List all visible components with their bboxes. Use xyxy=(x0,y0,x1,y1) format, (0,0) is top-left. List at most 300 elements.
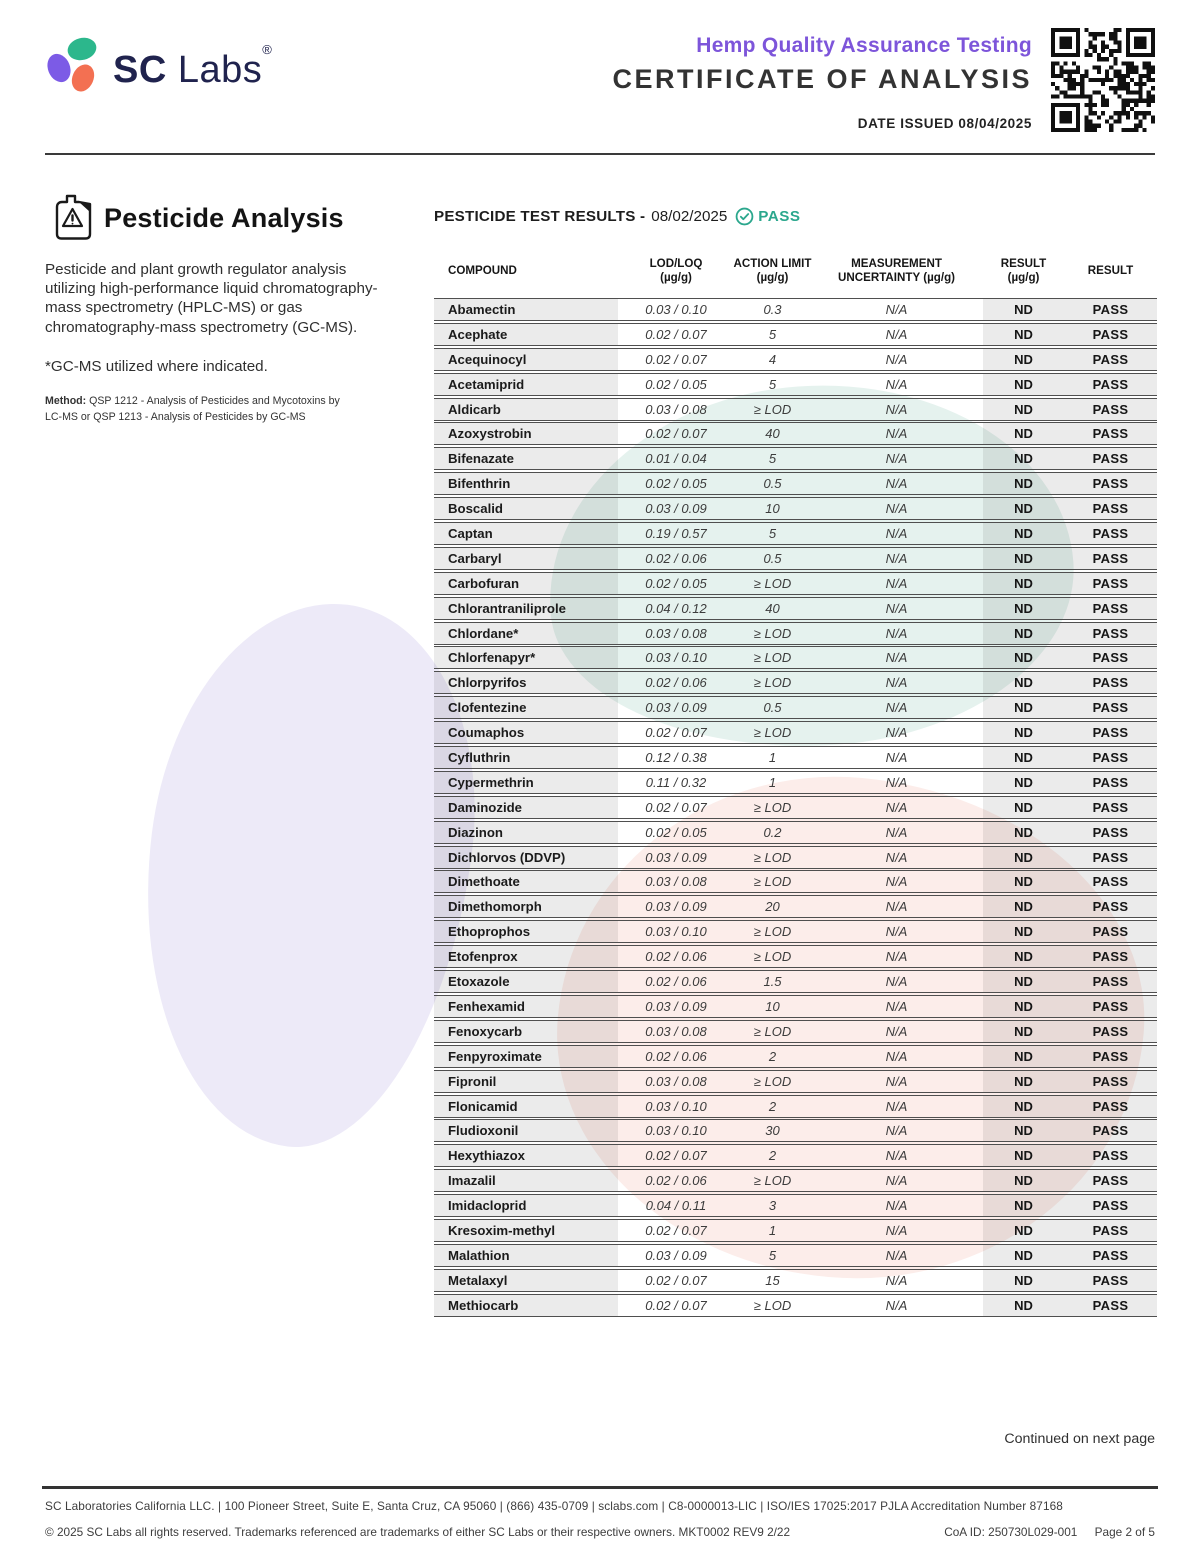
lod-loq-value: 0.03 / 0.08 xyxy=(645,625,707,641)
lod-loq-value: 0.02 / 0.07 xyxy=(645,799,707,815)
lod-loq-value: 0.03 / 0.10 xyxy=(645,924,707,940)
row-status: PASS xyxy=(1064,299,1157,320)
lod-loq-value: 0.02 / 0.06 xyxy=(645,1048,707,1064)
result-value: ND xyxy=(983,1170,1064,1191)
table-row xyxy=(434,945,1157,968)
measurement-uncertainty-value: N/A xyxy=(885,1222,908,1238)
action-limit-value: 0.2 xyxy=(763,824,782,840)
action-limit-value: ≥ LOD xyxy=(753,650,792,666)
qr-code xyxy=(1051,28,1155,132)
action-limit-value: ≥ LOD xyxy=(753,1297,792,1313)
compound-name: Boscalid xyxy=(434,498,618,519)
action-limit-value: 2 xyxy=(768,1098,777,1114)
row-status: PASS xyxy=(1064,946,1157,967)
column-header: RESULT (µg/g) xyxy=(1000,257,1047,284)
row-status: PASS xyxy=(1064,797,1157,818)
overall-status-badge: PASS xyxy=(758,207,801,225)
date-issued: DATE ISSUED 08/04/2025 xyxy=(857,116,1032,131)
result-value: ND xyxy=(983,324,1064,345)
action-limit-value: 5 xyxy=(768,526,777,542)
row-status: PASS xyxy=(1064,523,1157,544)
row-status: PASS xyxy=(1064,399,1157,420)
continued-note: Continued on next page xyxy=(1004,1431,1155,1447)
result-value: ND xyxy=(983,1021,1064,1042)
row-status: PASS xyxy=(1064,772,1157,793)
result-value: ND xyxy=(983,921,1064,942)
lod-loq-value: 0.11 / 0.32 xyxy=(645,774,707,790)
table-row xyxy=(434,1294,1157,1317)
lod-loq-value: 0.04 / 0.12 xyxy=(645,600,707,616)
document-title: CERTIFICATE OF ANALYSIS xyxy=(612,64,1032,94)
action-limit-value: 5 xyxy=(768,1247,777,1263)
table-row xyxy=(434,1045,1157,1068)
table-row xyxy=(434,522,1157,545)
result-value: ND xyxy=(983,1245,1064,1266)
row-status: PASS xyxy=(1064,921,1157,942)
compound-name: Fipronil xyxy=(434,1071,618,1092)
compound-name: Fenhexamid xyxy=(434,996,618,1017)
lod-loq-value: 0.02 / 0.07 xyxy=(645,326,707,342)
table-row xyxy=(434,995,1157,1018)
row-status: PASS xyxy=(1064,1270,1157,1291)
measurement-uncertainty-value: N/A xyxy=(885,824,908,840)
measurement-uncertainty-value: N/A xyxy=(885,650,908,666)
measurement-uncertainty-value: N/A xyxy=(885,476,908,492)
measurement-uncertainty-value: N/A xyxy=(885,351,908,367)
measurement-uncertainty-value: N/A xyxy=(885,426,908,442)
compound-name: Aldicarb xyxy=(434,399,618,420)
result-value: ND xyxy=(983,299,1064,320)
row-status: PASS xyxy=(1064,548,1157,569)
result-value: ND xyxy=(983,672,1064,693)
measurement-uncertainty-value: N/A xyxy=(885,1073,908,1089)
lod-loq-value: 0.03 / 0.10 xyxy=(645,302,707,317)
action-limit-value: ≥ LOD xyxy=(753,1073,792,1089)
result-value: ND xyxy=(983,697,1064,718)
measurement-uncertainty-value: N/A xyxy=(885,1173,908,1189)
table-row xyxy=(434,422,1157,445)
measurement-uncertainty-value: N/A xyxy=(885,401,908,417)
measurement-uncertainty-value: N/A xyxy=(885,1272,908,1288)
action-limit-value: ≥ LOD xyxy=(753,675,792,691)
result-value: ND xyxy=(983,847,1064,868)
lod-loq-value: 0.02 / 0.05 xyxy=(645,376,707,392)
compound-name: Etoxazole xyxy=(434,971,618,992)
row-status: PASS xyxy=(1064,822,1157,843)
action-limit-value: 2 xyxy=(768,1048,777,1064)
result-value: ND xyxy=(983,423,1064,444)
action-limit-value: 40 xyxy=(765,426,780,442)
compound-name: Acetamiprid xyxy=(434,374,618,395)
action-limit-value: 0.5 xyxy=(763,700,782,716)
table-row xyxy=(434,1095,1157,1118)
compound-name: Daminozide xyxy=(434,797,618,818)
lod-loq-value: 0.02 / 0.05 xyxy=(645,476,707,492)
table-row xyxy=(434,870,1157,893)
table-row xyxy=(434,348,1157,371)
table-row xyxy=(434,970,1157,993)
table-row xyxy=(434,895,1157,918)
compound-name: Fenoxycarb xyxy=(434,1021,618,1042)
row-status: PASS xyxy=(1064,1096,1157,1117)
lod-loq-value: 0.03 / 0.09 xyxy=(645,700,707,716)
table-row xyxy=(434,622,1157,645)
measurement-uncertainty-value: N/A xyxy=(885,1048,908,1064)
action-limit-value: 5 xyxy=(768,326,777,342)
compound-name: Flonicamid xyxy=(434,1096,618,1117)
table-row xyxy=(434,1144,1157,1167)
results-date: 08/02/2025 xyxy=(651,207,728,225)
result-value: ND xyxy=(983,996,1064,1017)
row-status: PASS xyxy=(1064,697,1157,718)
table-column-headers xyxy=(434,248,1157,294)
action-limit-value: 0.3 xyxy=(763,302,782,317)
page-number: Page 2 of 5 xyxy=(1094,1525,1155,1539)
action-limit-value: 1 xyxy=(768,750,777,766)
lod-loq-value: 0.02 / 0.06 xyxy=(645,974,707,990)
results-title: PESTICIDE TEST RESULTS - xyxy=(434,207,646,225)
compound-name: Acephate xyxy=(434,324,618,345)
lod-loq-value: 0.02 / 0.07 xyxy=(645,725,707,741)
method-note xyxy=(45,393,345,425)
result-value: ND xyxy=(983,896,1064,917)
result-value: ND xyxy=(983,772,1064,793)
compound-name: Carbofuran xyxy=(434,573,618,594)
column-header: MEASUREMENT UNCERTAINTY (µg/g) xyxy=(837,257,956,284)
table-row xyxy=(434,796,1157,819)
compound-name: Methiocarb xyxy=(434,1295,618,1316)
action-limit-value: 30 xyxy=(765,1123,780,1139)
action-limit-value: ≥ LOD xyxy=(753,799,792,815)
column-header: LOD/LOQ (µg/g) xyxy=(649,257,703,284)
lod-loq-value: 0.03 / 0.10 xyxy=(645,1098,707,1114)
program-title: Hemp Quality Assurance Testing xyxy=(696,34,1032,57)
row-status: PASS xyxy=(1064,1120,1157,1141)
table-row xyxy=(434,671,1157,694)
compound-name: Abamectin xyxy=(434,299,618,320)
action-limit-value: 15 xyxy=(765,1272,780,1288)
row-status: PASS xyxy=(1064,1046,1157,1067)
action-limit-value: ≥ LOD xyxy=(753,874,792,890)
measurement-uncertainty-value: N/A xyxy=(885,550,908,566)
action-limit-value: 5 xyxy=(768,451,777,467)
footer-legal-row xyxy=(45,1525,1155,1539)
compound-name: Ethoprophos xyxy=(434,921,618,942)
table-row xyxy=(434,746,1157,769)
measurement-uncertainty-value: N/A xyxy=(885,1123,908,1139)
measurement-uncertainty-value: N/A xyxy=(885,1023,908,1039)
sclabs-wordmark: SC Labs® xyxy=(113,41,273,91)
compound-name: Coumaphos xyxy=(434,722,618,743)
gcms-note: *GC-MS utilized where indicated. xyxy=(45,358,268,375)
row-status: PASS xyxy=(1064,996,1157,1017)
lod-loq-value: 0.02 / 0.06 xyxy=(645,949,707,965)
header-titles xyxy=(432,34,1032,131)
result-value: ND xyxy=(983,1195,1064,1216)
lod-loq-value: 0.02 / 0.07 xyxy=(645,1272,707,1288)
row-status: PASS xyxy=(1064,423,1157,444)
compound-name: Kresoxim-methyl xyxy=(434,1220,618,1241)
column-header: ACTION LIMIT (µg/g) xyxy=(733,257,812,284)
row-status: PASS xyxy=(1064,1145,1157,1166)
row-status: PASS xyxy=(1064,747,1157,768)
lod-loq-value: 0.03 / 0.09 xyxy=(645,501,707,517)
result-value: ND xyxy=(983,747,1064,768)
table-row xyxy=(434,1169,1157,1192)
lod-loq-value: 0.03 / 0.09 xyxy=(645,849,707,865)
table-row xyxy=(434,547,1157,570)
action-limit-value: ≥ LOD xyxy=(753,849,792,865)
result-value: ND xyxy=(983,1120,1064,1141)
measurement-uncertainty-value: N/A xyxy=(885,625,908,641)
row-status: PASS xyxy=(1064,1170,1157,1191)
row-status: PASS xyxy=(1064,623,1157,644)
pesticide-results-table xyxy=(434,206,1157,1319)
result-value: ND xyxy=(983,946,1064,967)
result-value: ND xyxy=(983,1295,1064,1316)
measurement-uncertainty-value: N/A xyxy=(885,1148,908,1164)
footer-copyright: © 2025 SC Labs all rights reserved. Trademarks referenced are trademarks of either SC Labs or their respective owners. MKT0002 REV9 2/22 xyxy=(45,1525,791,1539)
result-value: ND xyxy=(983,1270,1064,1291)
measurement-uncertainty-value: N/A xyxy=(885,949,908,965)
table-row xyxy=(434,1070,1157,1093)
measurement-uncertainty-value: N/A xyxy=(885,700,908,716)
result-value: ND xyxy=(983,797,1064,818)
result-value: ND xyxy=(983,523,1064,544)
result-value: ND xyxy=(983,623,1064,644)
lod-loq-value: 0.02 / 0.07 xyxy=(645,426,707,442)
measurement-uncertainty-value: N/A xyxy=(885,302,908,317)
table-row xyxy=(434,497,1157,520)
table-row xyxy=(434,646,1157,669)
measurement-uncertainty-value: N/A xyxy=(885,451,908,467)
table-row xyxy=(434,821,1157,844)
column-header: COMPOUND xyxy=(448,264,517,277)
lod-loq-value: 0.02 / 0.06 xyxy=(645,550,707,566)
action-limit-value: 1.5 xyxy=(763,974,782,990)
action-limit-value: 1 xyxy=(768,774,777,790)
table-row xyxy=(434,597,1157,620)
table-row xyxy=(434,398,1157,421)
table-row xyxy=(434,1020,1157,1043)
lod-loq-value: 0.03 / 0.10 xyxy=(645,1123,707,1139)
lod-loq-value: 0.02 / 0.05 xyxy=(645,575,707,591)
table-row xyxy=(434,1119,1157,1142)
compound-name: Hexythiazox xyxy=(434,1145,618,1166)
result-value: ND xyxy=(983,598,1064,619)
result-value: ND xyxy=(983,349,1064,370)
lod-loq-value: 0.02 / 0.06 xyxy=(645,675,707,691)
action-limit-value: ≥ LOD xyxy=(753,401,792,417)
lod-loq-value: 0.03 / 0.09 xyxy=(645,1247,707,1263)
table-row xyxy=(434,721,1157,744)
result-value: ND xyxy=(983,448,1064,469)
compound-name: Etofenprox xyxy=(434,946,618,967)
row-status: PASS xyxy=(1064,1220,1157,1241)
measurement-uncertainty-value: N/A xyxy=(885,899,908,915)
measurement-uncertainty-value: N/A xyxy=(885,799,908,815)
action-limit-value: 2 xyxy=(768,1148,777,1164)
measurement-uncertainty-value: N/A xyxy=(885,849,908,865)
result-value: ND xyxy=(983,1096,1064,1117)
compound-name: Azoxystrobin xyxy=(434,423,618,444)
action-limit-value: 4 xyxy=(768,351,777,367)
coa-id: CoA ID: 250730L029-001 xyxy=(944,1525,1078,1539)
action-limit-value: ≥ LOD xyxy=(753,1023,792,1039)
compound-name: Dimethoate xyxy=(434,871,618,892)
table-row xyxy=(434,298,1157,321)
compound-name: Chlordane* xyxy=(434,623,618,644)
method-label: Method: xyxy=(45,395,87,407)
compound-name: Dichlorvos (DDVP) xyxy=(434,847,618,868)
result-value: ND xyxy=(983,971,1064,992)
compound-name: Imidacloprid xyxy=(434,1195,618,1216)
compound-name: Clofentezine xyxy=(434,697,618,718)
compound-name: Fenpyroximate xyxy=(434,1046,618,1067)
row-status: PASS xyxy=(1064,598,1157,619)
column-header: RESULT xyxy=(1087,264,1134,277)
table-row xyxy=(434,1244,1157,1267)
measurement-uncertainty-value: N/A xyxy=(885,675,908,691)
measurement-uncertainty-value: N/A xyxy=(885,1297,908,1313)
action-limit-value: 0.5 xyxy=(763,476,782,492)
lod-loq-value: 0.03 / 0.08 xyxy=(645,401,707,417)
row-status: PASS xyxy=(1064,349,1157,370)
result-value: ND xyxy=(983,647,1064,668)
measurement-uncertainty-value: N/A xyxy=(885,725,908,741)
table-row xyxy=(434,846,1157,869)
lod-loq-value: 0.03 / 0.09 xyxy=(645,998,707,1014)
compound-name: Bifenazate xyxy=(434,448,618,469)
table-row xyxy=(434,572,1157,595)
measurement-uncertainty-value: N/A xyxy=(885,1098,908,1114)
action-limit-value: 5 xyxy=(768,376,777,392)
measurement-uncertainty-value: N/A xyxy=(885,750,908,766)
result-value: ND xyxy=(983,822,1064,843)
row-status: PASS xyxy=(1064,847,1157,868)
compound-name: Fludioxonil xyxy=(434,1120,618,1141)
result-value: ND xyxy=(983,548,1064,569)
action-limit-value: ≥ LOD xyxy=(753,725,792,741)
lod-loq-value: 0.02 / 0.06 xyxy=(645,1173,707,1189)
lod-loq-value: 0.01 / 0.04 xyxy=(645,451,707,467)
table-row xyxy=(434,472,1157,495)
lod-loq-value: 0.03 / 0.08 xyxy=(645,1073,707,1089)
compound-name: Acequinocyl xyxy=(434,349,618,370)
lod-loq-value: 0.02 / 0.07 xyxy=(645,351,707,367)
result-value: ND xyxy=(983,871,1064,892)
compound-name: Dimethomorph xyxy=(434,896,618,917)
action-limit-value: 40 xyxy=(765,600,780,616)
lod-loq-value: 0.03 / 0.08 xyxy=(645,874,707,890)
result-value: ND xyxy=(983,722,1064,743)
measurement-uncertainty-value: N/A xyxy=(885,924,908,940)
row-status: PASS xyxy=(1064,722,1157,743)
action-limit-value: 10 xyxy=(765,998,780,1014)
measurement-uncertainty-value: N/A xyxy=(885,874,908,890)
row-status: PASS xyxy=(1064,473,1157,494)
measurement-uncertainty-value: N/A xyxy=(885,526,908,542)
compound-name: Carbaryl xyxy=(434,548,618,569)
sclabs-logo xyxy=(45,36,272,97)
pesticide-canister-icon xyxy=(48,190,96,245)
lod-loq-value: 0.04 / 0.11 xyxy=(645,1198,707,1214)
row-status: PASS xyxy=(1064,871,1157,892)
row-status: PASS xyxy=(1064,1071,1157,1092)
row-status: PASS xyxy=(1064,324,1157,345)
measurement-uncertainty-value: N/A xyxy=(885,600,908,616)
row-status: PASS xyxy=(1064,896,1157,917)
measurement-uncertainty-value: N/A xyxy=(885,974,908,990)
compound-name: Chlorfenapyr* xyxy=(434,647,618,668)
section-title: Pesticide Analysis xyxy=(104,203,344,233)
compound-name: Chlorantraniliprole xyxy=(434,598,618,619)
lod-loq-value: 0.12 / 0.38 xyxy=(645,750,707,766)
method-text: QSP 1212 - Analysis of Pesticides and Mycotoxins by LC-MS or QSP 1213 - Analysis of Pesticides by GC-MS xyxy=(45,395,340,423)
row-status: PASS xyxy=(1064,971,1157,992)
footer-lab-info: SC Laboratories California LLC. | 100 Pioneer Street, Suite E, Santa Cruz, CA 95060 | (866) 435-0709 | sclabs.com | C8-0000013-LIC | ISO/IES 17025:2017 PJLA Accreditation Number 87168 xyxy=(45,1499,1063,1513)
measurement-uncertainty-value: N/A xyxy=(885,774,908,790)
row-status: PASS xyxy=(1064,1195,1157,1216)
results-title-row xyxy=(434,206,1157,226)
table-row xyxy=(434,1219,1157,1242)
action-limit-value: ≥ LOD xyxy=(753,625,792,641)
table-row xyxy=(434,696,1157,719)
table-row xyxy=(434,920,1157,943)
result-value: ND xyxy=(983,1145,1064,1166)
compound-name: Metalaxyl xyxy=(434,1270,618,1291)
measurement-uncertainty-value: N/A xyxy=(885,998,908,1014)
row-status: PASS xyxy=(1064,1021,1157,1042)
result-value: ND xyxy=(983,573,1064,594)
result-value: ND xyxy=(983,498,1064,519)
action-limit-value: ≥ LOD xyxy=(753,1173,792,1189)
lod-loq-value: 0.02 / 0.05 xyxy=(645,824,707,840)
measurement-uncertainty-value: N/A xyxy=(885,575,908,591)
row-status: PASS xyxy=(1064,448,1157,469)
footer-coa-page xyxy=(930,1525,1155,1539)
action-limit-value: ≥ LOD xyxy=(753,575,792,591)
row-status: PASS xyxy=(1064,672,1157,693)
action-limit-value: 20 xyxy=(765,899,780,915)
row-status: PASS xyxy=(1064,647,1157,668)
compound-name: Malathion xyxy=(434,1245,618,1266)
measurement-uncertainty-value: N/A xyxy=(885,1198,908,1214)
action-limit-value: 0.5 xyxy=(763,550,782,566)
footer-divider xyxy=(42,1486,1158,1489)
compound-name: Diazinon xyxy=(434,822,618,843)
lod-loq-value: 0.02 / 0.07 xyxy=(645,1222,707,1238)
section-description: Pesticide and plant growth regulator analysis utilizing high-performance liquid chromatography-mass spectrometry (HPLC-MS) or gas chromatography-mass spectrometry (GC-MS). xyxy=(45,261,378,336)
result-value: ND xyxy=(983,1071,1064,1092)
lod-loq-value: 0.19 / 0.57 xyxy=(645,526,707,542)
measurement-uncertainty-value: N/A xyxy=(885,376,908,392)
check-circle-icon xyxy=(735,207,754,226)
row-status: PASS xyxy=(1064,1245,1157,1266)
result-value: ND xyxy=(983,473,1064,494)
measurement-uncertainty-value: N/A xyxy=(885,501,908,517)
table-row xyxy=(434,373,1157,396)
row-status: PASS xyxy=(1064,1295,1157,1316)
row-status: PASS xyxy=(1064,498,1157,519)
lod-loq-value: 0.02 / 0.07 xyxy=(645,1297,707,1313)
row-status: PASS xyxy=(1064,573,1157,594)
result-value: ND xyxy=(983,399,1064,420)
measurement-uncertainty-value: N/A xyxy=(885,326,908,342)
compound-name: Cyfluthrin xyxy=(434,747,618,768)
table-row xyxy=(434,1269,1157,1292)
compound-name: Captan xyxy=(434,523,618,544)
